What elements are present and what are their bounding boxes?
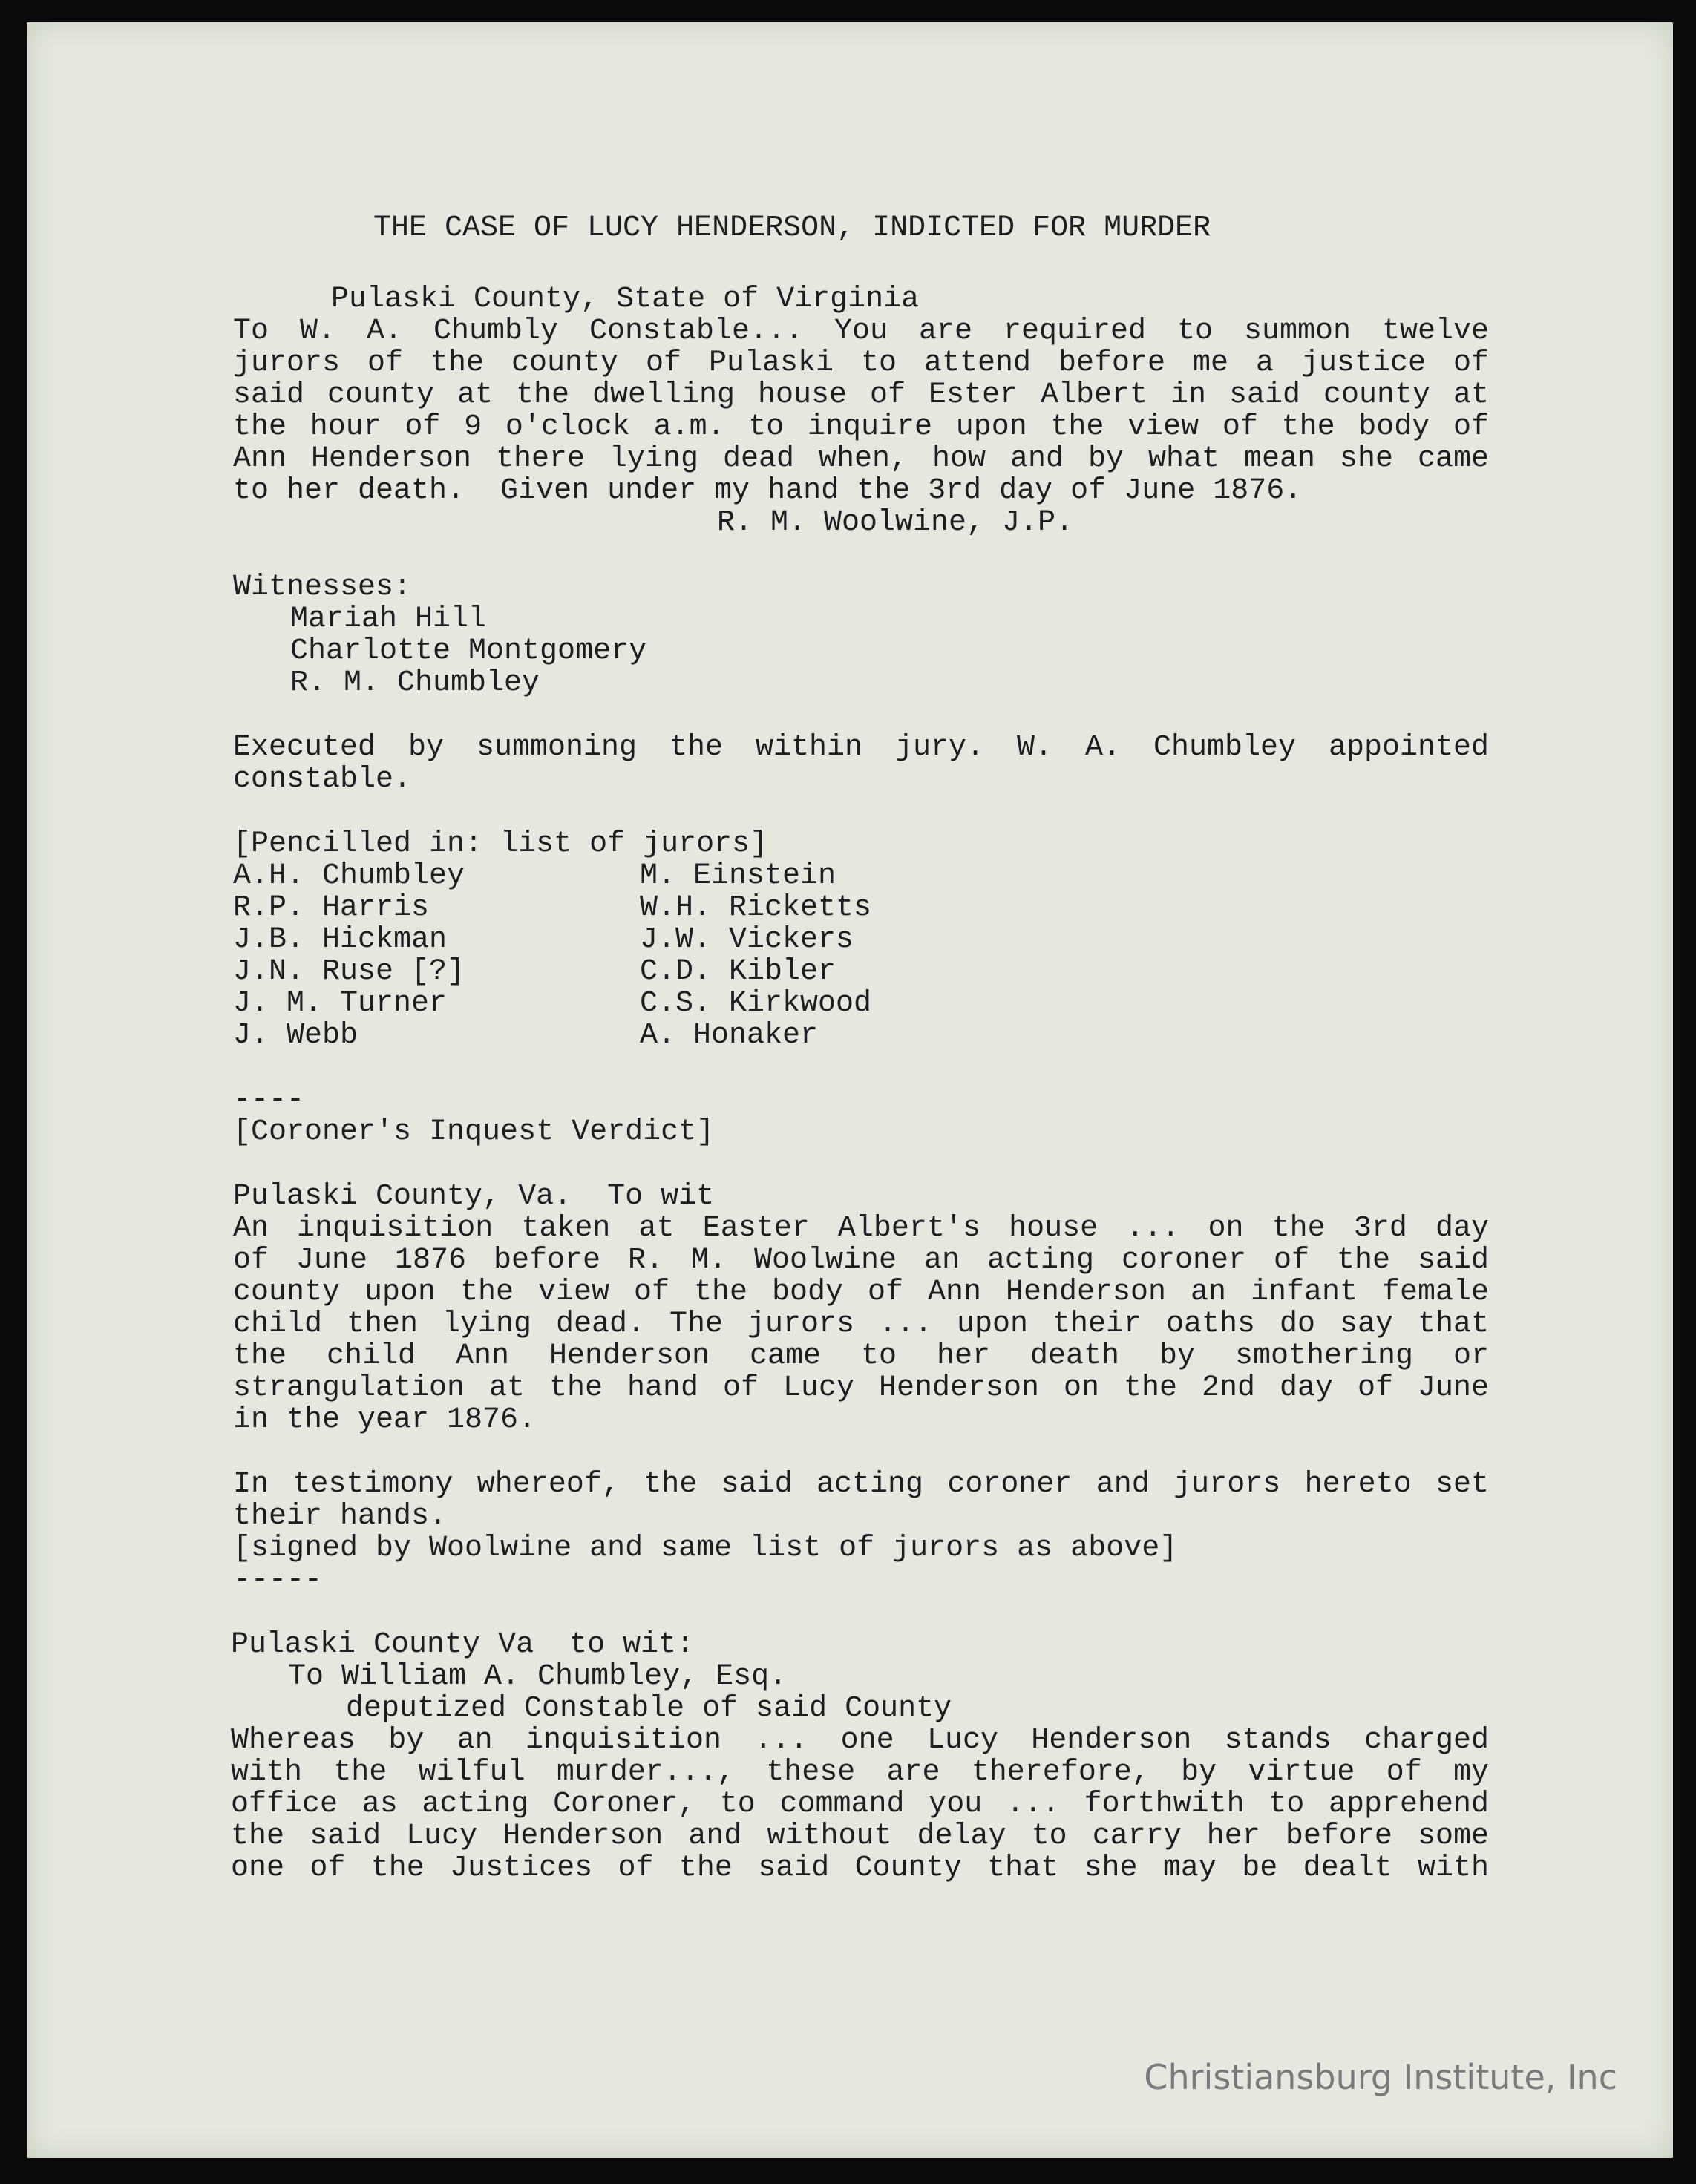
juror-name: A.H. Chumbley bbox=[233, 859, 465, 893]
summons-heading: Pulaski County, State of Virginia bbox=[331, 283, 920, 316]
document-text bbox=[27, 22, 1673, 2158]
juror-name: C.D. Kibler bbox=[640, 955, 836, 988]
warrant-line: Whereas by an inquisition ... one Lucy Henderson stands charged bbox=[231, 1724, 1489, 1757]
juror-name: J. M. Turner bbox=[233, 987, 448, 1020]
juror-name: W.H. Ricketts bbox=[640, 891, 872, 925]
summons-signature: R. M. Woolwine, J.P. bbox=[717, 506, 1074, 540]
section-separator: ----- bbox=[233, 1564, 323, 1597]
jurors-heading: [Pencilled in: list of jurors] bbox=[233, 827, 768, 861]
warrant-line: with the wilful murder..., these are therefore, by virtue of my bbox=[231, 1756, 1489, 1789]
juror-name: C.S. Kirkwood bbox=[640, 987, 872, 1020]
executed-line: constable. bbox=[233, 763, 412, 796]
paper-sheet bbox=[27, 22, 1673, 2158]
verdict-line: county upon the view of the body of Ann Henderson an infant female bbox=[233, 1276, 1489, 1309]
juror-name: J. Webb bbox=[233, 1019, 358, 1052]
witness-name: R. M. Chumbley bbox=[290, 666, 540, 700]
witness-name: Mariah Hill bbox=[290, 603, 487, 636]
watermark: Christiansburg Institute, Inc bbox=[1144, 2057, 1617, 2097]
verdict-heading: [Coroner's Inquest Verdict] bbox=[233, 1115, 715, 1149]
summons-line: said county at the dwelling house of Ester Albert in said county at bbox=[233, 378, 1489, 412]
juror-name: R.P. Harris bbox=[233, 891, 430, 925]
witnesses-label: Witnesses: bbox=[233, 571, 412, 604]
witness-name: Charlotte Montgomery bbox=[290, 634, 647, 668]
warrant-deputized: deputized Constable of said County bbox=[346, 1692, 952, 1725]
summons-line: jurors of the county of Pulaski to attend before me a justice of bbox=[233, 347, 1489, 380]
testimony-line: In testimony whereof, the said acting coroner and jurors hereto set bbox=[233, 1468, 1489, 1501]
document-title: THE CASE OF LUCY HENDERSON, INDICTED FOR MURDER bbox=[373, 211, 1211, 245]
verdict-line: child then lying dead. The jurors ... upon their oaths do say that bbox=[233, 1308, 1489, 1341]
verdict-line: An inquisition taken at Easter Albert's house ... on the 3rd day bbox=[233, 1212, 1489, 1245]
testimony-line: their hands. bbox=[233, 1500, 448, 1533]
signed-note: [signed by Woolwine and same list of jurors as above] bbox=[233, 1532, 1178, 1565]
warrant-line: one of the Justices of the said County that she may be dealt with bbox=[231, 1852, 1489, 1885]
warrant-line: office as acting Coroner, to command you ... forthwith to apprehend bbox=[231, 1788, 1489, 1821]
juror-name: A. Honaker bbox=[640, 1019, 819, 1052]
section-separator: ---- bbox=[233, 1083, 305, 1117]
warrant-line: the said Lucy Henderson and without delay to carry her before some bbox=[231, 1820, 1489, 1853]
juror-name: J.B. Hickman bbox=[233, 923, 448, 957]
verdict-place: Pulaski County, Va. To wit bbox=[233, 1180, 715, 1213]
summons-line: To W. A. Chumbly Constable... You are required to summon twelve bbox=[233, 315, 1489, 348]
summons-line: to her death. Given under my hand the 3rd day of June 1876. bbox=[233, 474, 1303, 508]
executed-line: Executed by summoning the within jury. W. A. Chumbley appointed bbox=[233, 731, 1489, 764]
summons-line: Ann Henderson there lying dead when, how and by what mean she came bbox=[233, 442, 1489, 476]
warrant-addressee: To William A. Chumbley, Esq. bbox=[288, 1660, 788, 1693]
verdict-line: the child Ann Henderson came to her death by smothering or bbox=[233, 1339, 1489, 1373]
juror-name: J.N. Ruse [?] bbox=[233, 955, 465, 988]
summons-line: the hour of 9 o'clock a.m. to inquire upon the view of the body of bbox=[233, 410, 1489, 444]
verdict-line: in the year 1876. bbox=[233, 1403, 537, 1437]
juror-name: M. Einstein bbox=[640, 859, 836, 893]
juror-name: J.W. Vickers bbox=[640, 923, 854, 957]
verdict-line: strangulation at the hand of Lucy Henderson on the 2nd day of June bbox=[233, 1371, 1489, 1405]
verdict-line: of June 1876 before R. M. Woolwine an acting coroner of the said bbox=[233, 1244, 1489, 1277]
warrant-place: Pulaski County Va to wit: bbox=[231, 1628, 695, 1662]
